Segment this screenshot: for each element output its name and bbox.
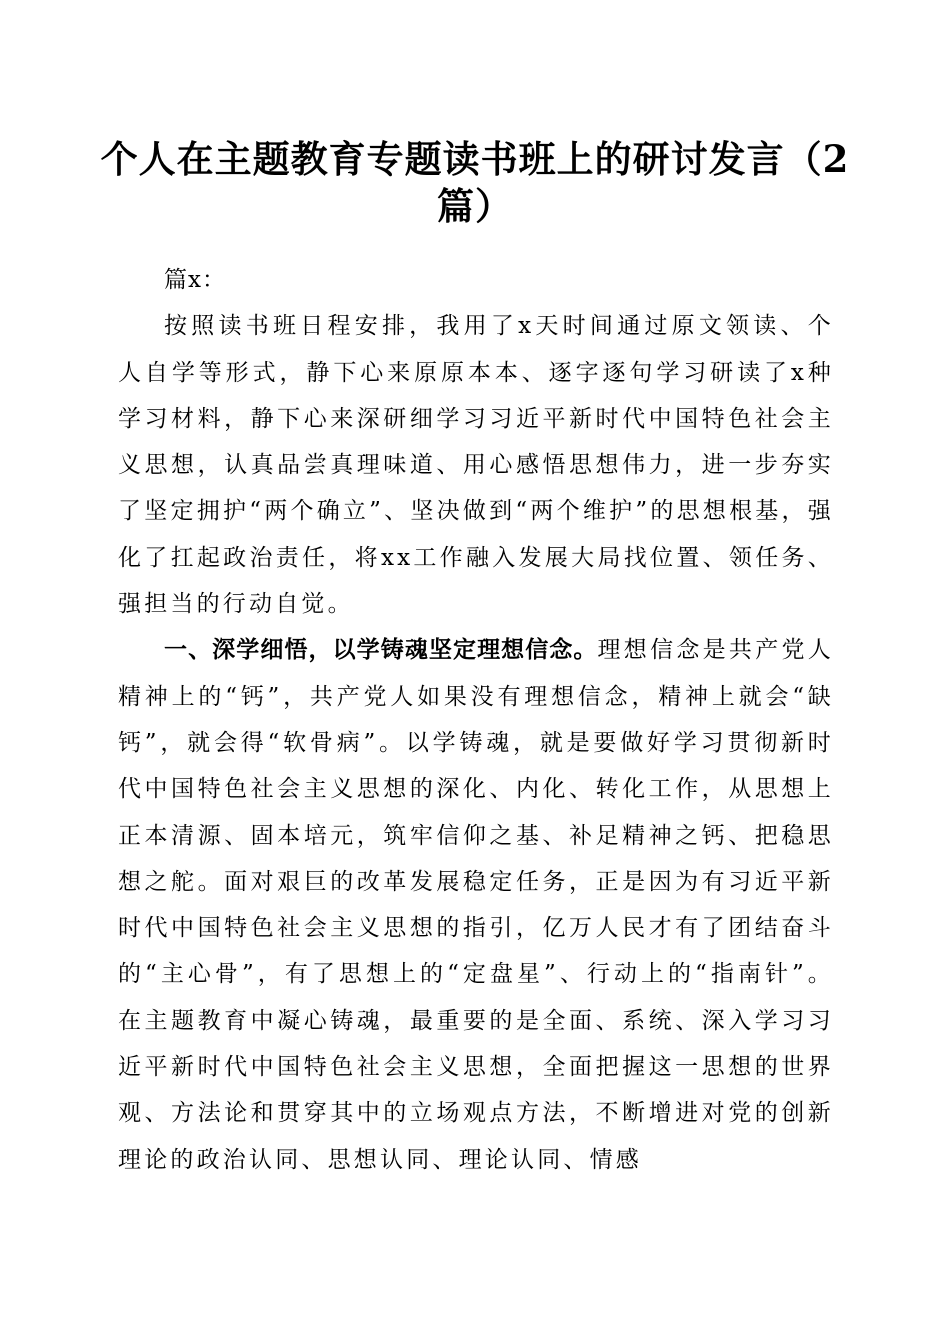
section-paragraph: [118, 627, 834, 1183]
document-body: [118, 257, 834, 1183]
part-label: 篇x：: [164, 267, 226, 293]
section-heading: 一、深学细悟，以学铸魂坚定理想信念。: [164, 637, 598, 664]
section-text: 理想信念是共产党人精神上的“钙”，共产党人如果没有理想信念，精神上就会“缺钙”，就会得“软骨病”。以学铸魂，就是要做好学习贯彻新时代中国特色社会主义思想的深化、内化、转化工作，从思想上正本清源、固本培元，筑牢信仰之基、补足精神之钙、把稳思想之舵。面对艰巨的改革发展稳定任务，正是因为有习近平新时代中国特色社会主义思想的指引，亿万人民才有了团结奋斗的“主心骨”，有了思想上的“定盘星”、行动上的“指南针”。在主题教育中凝心铸魂，最重要的是全面、系统、深入学习习近平新时代中国特色社会主义思想，全面把握这一思想的世界观、方法论和贯穿其中的立场观点方法，不断增进对党的创新理论的政治认同、思想认同、理论认同、情感: [118, 637, 834, 1173]
intro-paragraph: 按照读书班日程安排，我用了x天时间通过原文领读、个人自学等形式，静下心来原原本本、逐字逐句学习研读了x种学习材料，静下心来深研细学习习近平新时代中国特色社会主义思想，认真品尝真理味道、用心感悟思想伟力，进一步夯实了坚定拥护“两个确立”、坚决做到“两个维护”的思想根基，强化了扛起政治责任，将xx工作融入发展大局找位置、领任务、强担当的行动自觉。: [118, 313, 834, 618]
document-title: 个人在主题教育专题读书班上的研讨发言（2篇）: [100, 137, 850, 228]
